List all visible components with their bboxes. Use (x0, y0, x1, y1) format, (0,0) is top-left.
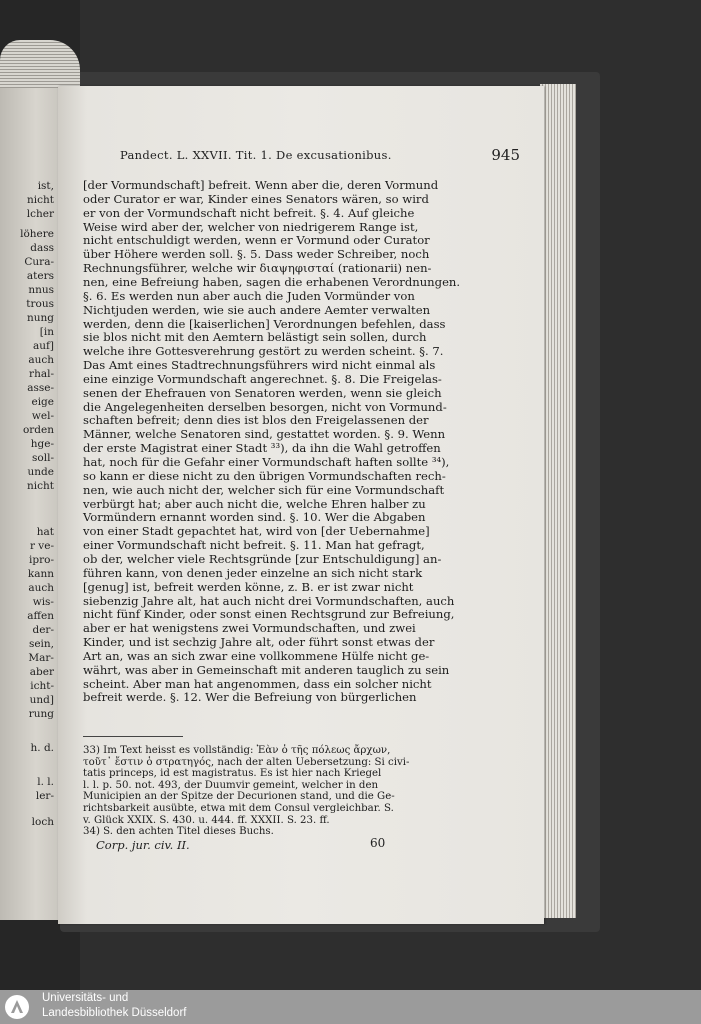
right-page-edges (540, 84, 576, 918)
text-line: führen kann, von denen jeder einzelne an sich nicht stark (83, 565, 423, 580)
left-page (0, 88, 60, 920)
footnote-line: Municipien an der Spitze der Decurionen stand, und die Ge- (83, 791, 395, 803)
footnote-line: τοῦτ᾽ ἔστιν ὁ στρατηγός, nach der alten Uebersetzung: Si civi- (83, 756, 410, 768)
footnote-line: 33) Im Text heisst es vollständig: Ἐὰν ὁ τῆς πόλεως ἄρχων, (83, 745, 391, 756)
text-line: sie blos nicht mit den Aemtern belästigt sein sollen, durch (83, 330, 427, 345)
left-page-fragment: hat (36, 526, 54, 538)
left-page-fragment: r ve- (29, 540, 54, 552)
left-page-fragment: hge- (30, 438, 54, 450)
left-page-fragment: h. d. (30, 742, 54, 754)
left-page-fragment: lcher (26, 208, 54, 220)
left-page-fragment: auch (28, 354, 54, 366)
text-line: nen, eine Befreiung haben, sagen die erhabenen Verordnungen. (83, 274, 461, 289)
library-name-line2: Landesbibliothek Düsseldorf (42, 1007, 187, 1019)
left-page-fragment: aber (29, 666, 54, 678)
text-line: oder Curator er war, Kinder eines Senators wären, so wird (83, 191, 429, 206)
text-line: einer Vormundschaft nicht befreit. §. 11. Man hat gefragt, (83, 538, 425, 553)
left-page-fragment: sein, (28, 638, 54, 650)
page-number: 945 (491, 146, 520, 164)
text-line: Das Amt eines Stadtrechnungsführers wird nicht einmal als (83, 358, 436, 373)
left-page-fragment: soll- (32, 452, 54, 464)
text-line: Männer, welche Senatoren sind, gestattet worden. §. 9. Wenn (83, 427, 446, 442)
text-line: Nichtjuden werden, wie sie auch andere Aemter verwalten (83, 302, 431, 317)
left-page-fragment: löhere (20, 228, 54, 240)
left-page-edges (0, 40, 80, 90)
left-page-fragment: ipro- (29, 554, 54, 566)
left-page-fragment: affen (27, 610, 54, 622)
text-line: Vormündern ernannt worden sind. §. 10. Wer die Abgaben (83, 510, 426, 525)
text-line: der erste Magistrat einer Stadt ³³), da ihn die Wahl getroffen (83, 441, 441, 456)
left-page-fragment: ler- (35, 790, 54, 802)
left-page-fragment: der- (32, 624, 54, 636)
left-page-fragment: nicht (27, 194, 54, 206)
text-line: [genug] ist, befreit werden könne, z. B. er ist zwar nicht (83, 579, 414, 594)
text-line: von einer Stadt gepachtet hat, wird von [der Uebernahme] (83, 524, 430, 539)
right-page (58, 86, 544, 924)
footnote-line: tatis princeps, id est magistratus. Es ist hier nach Kriegel (83, 768, 382, 780)
left-page-fragment: [in (39, 326, 54, 338)
text-line: senen der Ehefrauen von Senatoren werden, wenn sie gleich (83, 385, 442, 400)
header-title: Pandect. L. XXVII. Tit. 1. De excusationibus. (120, 148, 392, 162)
signature-mark: Corp. jur. civ. II. (96, 838, 190, 852)
left-page-fragment: trous (26, 298, 54, 310)
text-line: über Höhere werden soll. §. 5. Dass weder Schreiber, noch (83, 247, 430, 262)
text-line: scheint. Aber man hat angenommen, dass ein solcher nicht (83, 676, 432, 691)
text-line: befreit werde. §. 12. Wer die Befreiung von bürgerlichen (83, 690, 417, 705)
text-line: [der Vormundschaft] befreit. Wenn aber die, deren Vormund (83, 178, 439, 192)
left-page-fragment: unde (27, 466, 54, 478)
left-page-fragment: nicht (27, 480, 54, 492)
left-page-fragment: Mar- (28, 652, 54, 664)
left-page-fragment: aters (26, 270, 54, 282)
text-line: verbürgt hat; aber auch nicht die, welche Ehren halber zu (83, 496, 426, 511)
text-line: die Angelegenheiten derselben besorgen, nicht von Vormund- (83, 399, 447, 414)
left-page-fragment: rhal- (29, 368, 54, 380)
text-line: nen, wie auch nicht der, welcher sich für eine Vormundschaft (83, 482, 445, 497)
text-line: Kinder, und ist sechzig Jahre alt, oder führt sonst etwas der (83, 635, 435, 650)
footnote-line: v. Glück XXIX. S. 430. u. 444. ff. XXXII. S. 23. ff. (83, 814, 330, 826)
left-page-fragment: wis- (32, 596, 54, 608)
text-line: hat, noch für die Gefahr einer Vormundschaft haften sollte ³⁴), (83, 455, 450, 469)
left-page-fragment: asse- (27, 382, 54, 394)
footnote-line: l. l. p. 50. not. 493, der Duumvir gemeint, welcher in den (83, 779, 379, 791)
text-line: aber er hat wenigstens zwei Vormundschaften, und zwei (83, 621, 416, 636)
left-page-fragment: und] (29, 694, 54, 706)
text-line: welche ihre Gottesverehrung gestört zu werden scheint. §. 7. (83, 344, 444, 359)
footnote-line: 34) S. den achten Titel dieses Buchs. (83, 826, 274, 838)
left-page-fragment: wel- (31, 410, 54, 422)
text-line: Weise wird aber der, welcher von niedrigerem Range ist, (83, 219, 419, 234)
library-footer (0, 990, 701, 1024)
left-page-fragment: kann (27, 568, 54, 580)
text-line: Rechnungsführer, welche wir διαψηφισταί (rationarii) nen- (83, 261, 432, 276)
text-line: nicht entschuldigt werden, wenn er Vormund oder Curator (83, 233, 430, 248)
text-line: ob der, welcher viele Rechtsgründe [zur Entschuldigung] an- (83, 551, 442, 566)
left-page-fragment: nung (26, 312, 54, 324)
library-name-line1: Universitäts- und (42, 992, 129, 1004)
left-page-fragment: auf] (32, 340, 54, 352)
signature-number: 60 (370, 836, 386, 850)
left-page-fragment: icht- (30, 680, 54, 692)
left-page-fragment: eige (31, 396, 54, 408)
text-line: so kann er diese nicht zu den übrigen Vormundschaften rech- (83, 468, 446, 483)
ulb-logo-icon (4, 994, 30, 1020)
left-page-fragment: orden (22, 424, 54, 436)
left-page-fragment: auch (28, 582, 54, 594)
text-line: Art an, was an sich zwar eine vollkommene Hülfe nicht ge- (83, 648, 430, 663)
text-line: eine einzige Vormundschaft angerechnet. §. 8. Die Freigelas- (83, 371, 442, 386)
text-line: währt, was aber in Gemeinschaft mit anderen tauglich zu sein (83, 662, 450, 677)
text-line: er von der Vormundschaft nicht befreit. §. 4. Auf gleiche (83, 205, 415, 220)
running-header (120, 146, 520, 166)
text-line: §. 6. Es werden nun aber auch die Juden Vormünder von (83, 288, 415, 303)
left-page-fragment: l. l. (37, 776, 54, 788)
text-line: werden, denn die [kaiserlichen] Verordnungen befehlen, dass (83, 316, 446, 331)
text-line: siebenzig Jahre alt, hat auch nicht drei Vormundschaften, auch (83, 593, 455, 608)
left-page-fragment: loch (31, 816, 54, 828)
text-line: nicht fünf Kinder, oder sonst einen Rechtsgrund zur Befreiung, (83, 607, 455, 622)
footnote-rule (83, 736, 183, 737)
left-page-fragment: Cura- (24, 256, 54, 268)
left-page-fragment: ist, (37, 180, 54, 192)
footnote-line: richtsbarkeit ausübte, etwa mit dem Consul vergleichbar. S. (83, 803, 394, 814)
left-page-fragment: rung (28, 708, 54, 720)
left-page-fragment: nnus (28, 284, 54, 296)
text-line: schaften befreit; denn dies ist blos den Freigelassenen der (83, 413, 429, 428)
left-page-fragment: dass (30, 242, 54, 254)
